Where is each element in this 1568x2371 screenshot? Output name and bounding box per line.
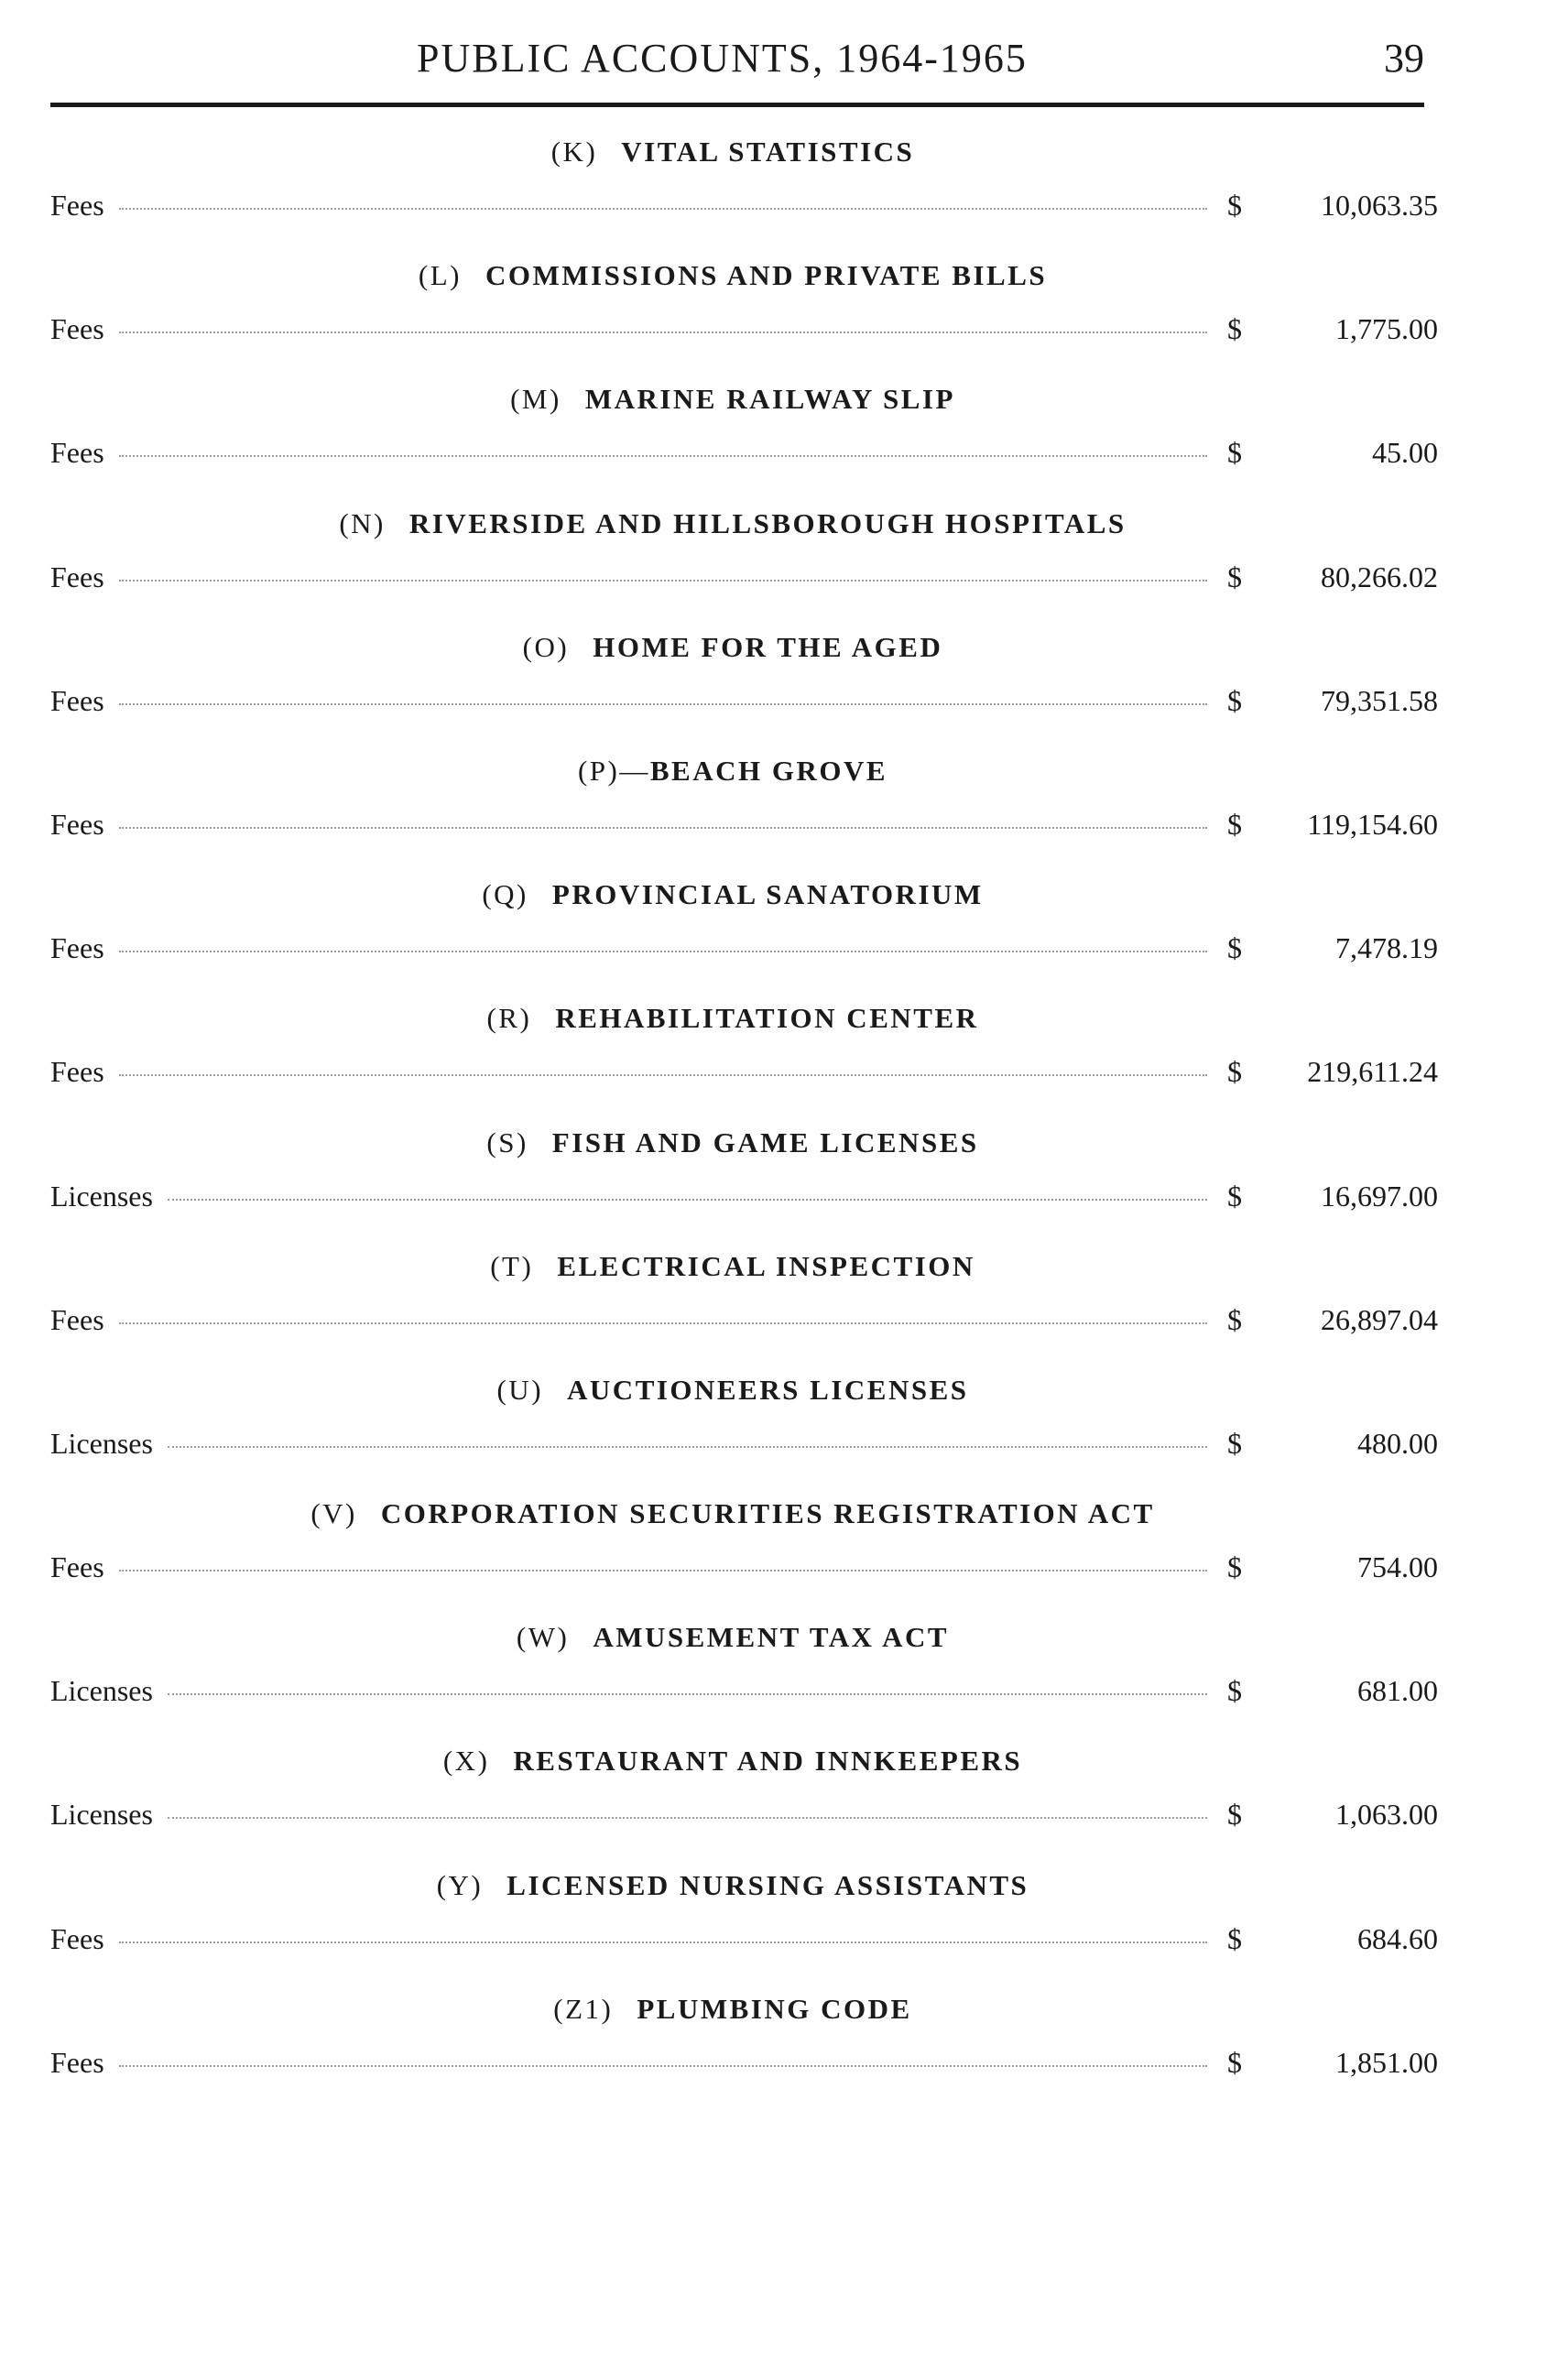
section-code: (R) bbox=[486, 1002, 532, 1035]
entry-label: Licenses bbox=[50, 1674, 153, 1708]
section-title: LICENSED NURSING ASSISTANTS bbox=[506, 1868, 1029, 1901]
section-title: MARINE RAILWAY SLIP bbox=[584, 383, 955, 416]
entry-amount: 26,897.04 bbox=[1321, 1302, 1438, 1336]
section-title: RIVERSIDE AND HILLSBOROUGH HOSPITALS bbox=[408, 506, 1127, 539]
section-beach-grove bbox=[0, 755, 1568, 878]
currency-symbol: $ bbox=[1227, 1798, 1242, 1832]
currency-symbol: $ bbox=[1227, 683, 1242, 717]
section-corporation-securities-registration-act bbox=[0, 1497, 1568, 1621]
section-amusement-tax-act bbox=[0, 1621, 1568, 1745]
header-rule bbox=[50, 103, 1424, 107]
section-heading bbox=[0, 1497, 1465, 1530]
entry-label: Fees bbox=[50, 189, 104, 222]
currency-symbol: $ bbox=[1227, 2045, 1242, 2079]
section-title: ELECTRICAL INSPECTION bbox=[557, 1249, 975, 1282]
entry-amount: 45.00 bbox=[1372, 436, 1438, 470]
page-number: 39 bbox=[1384, 36, 1424, 81]
entry-amount: 79,351.58 bbox=[1321, 683, 1438, 717]
section-heading bbox=[0, 136, 1465, 169]
section-code: (Z1) bbox=[553, 1992, 614, 2025]
section-code: (T) bbox=[490, 1249, 534, 1282]
dot-leader bbox=[119, 455, 1207, 457]
entry-label: Fees bbox=[50, 560, 104, 593]
currency-symbol: $ bbox=[1227, 189, 1242, 222]
dot-leader bbox=[119, 1941, 1207, 1943]
entry-amount: 480.00 bbox=[1357, 1426, 1438, 1460]
section-title: PLUMBING CODE bbox=[637, 1992, 912, 2025]
dot-leader bbox=[168, 1446, 1207, 1448]
entry-row bbox=[50, 560, 1438, 601]
entry-row bbox=[50, 1798, 1438, 1838]
currency-symbol: $ bbox=[1227, 1921, 1242, 1955]
section-title: AMUSEMENT TAX ACT bbox=[593, 1621, 950, 1654]
entry-label: Licenses bbox=[50, 1426, 153, 1460]
section-plumbing-code bbox=[0, 1993, 1568, 2116]
section-code: (Q) bbox=[482, 878, 528, 911]
currency-symbol: $ bbox=[1227, 1550, 1242, 1584]
entry-amount: 80,266.02 bbox=[1321, 560, 1438, 593]
section-title: FISH AND GAME LICENSES bbox=[551, 1126, 979, 1158]
section-code: (O) bbox=[522, 630, 570, 663]
section-title: HOME FOR THE AGED bbox=[593, 630, 943, 663]
dot-leader bbox=[119, 951, 1207, 952]
entry-label: Fees bbox=[50, 1302, 104, 1336]
section-title: CORPORATION SECURITIES REGISTRATION ACT bbox=[380, 1497, 1155, 1530]
entry-row bbox=[50, 1427, 1438, 1467]
section-commissions-private-bills bbox=[0, 259, 1568, 383]
section-code: (U) bbox=[496, 1373, 544, 1406]
section-code: (V) bbox=[310, 1497, 357, 1530]
entry-row bbox=[50, 931, 1438, 972]
dot-leader bbox=[119, 208, 1207, 210]
currency-symbol: $ bbox=[1227, 1674, 1242, 1708]
entry-row bbox=[50, 2046, 1438, 2086]
section-title: BEACH GROVE bbox=[649, 754, 888, 787]
currency-symbol: $ bbox=[1227, 1426, 1242, 1460]
entry-amount: 754.00 bbox=[1357, 1550, 1438, 1584]
section-code: (X) bbox=[442, 1745, 490, 1778]
section-code: (N) bbox=[339, 506, 386, 539]
section-heading bbox=[0, 878, 1465, 911]
accounts-sections bbox=[0, 136, 1568, 2116]
section-title: VITAL STATISTICS bbox=[621, 136, 915, 168]
section-code: (M) bbox=[510, 383, 561, 416]
entry-label: Fees bbox=[50, 312, 104, 346]
page-header bbox=[50, 35, 1424, 99]
section-code: (K) bbox=[550, 136, 598, 168]
section-licensed-nursing-assistants bbox=[0, 1869, 1568, 1993]
entry-row bbox=[50, 1180, 1438, 1220]
entry-amount: 10,063.35 bbox=[1321, 189, 1438, 222]
dot-leader bbox=[119, 1322, 1207, 1324]
section-title: AUCTIONEERS LICENSES bbox=[567, 1373, 969, 1406]
section-heading bbox=[0, 1250, 1465, 1283]
section-provincial-sanatorium bbox=[0, 878, 1568, 1002]
section-restaurant-innkeepers bbox=[0, 1745, 1568, 1868]
entry-amount: 219,611.24 bbox=[1307, 1055, 1438, 1089]
dot-leader bbox=[119, 703, 1207, 705]
section-title: REHABILITATION CENTER bbox=[555, 1002, 979, 1035]
section-heading bbox=[0, 631, 1465, 664]
currency-symbol: $ bbox=[1227, 560, 1242, 593]
page-title: PUBLIC ACCOUNTS, 1964-1965 bbox=[417, 36, 1028, 81]
entry-label: Fees bbox=[50, 931, 104, 965]
currency-symbol: $ bbox=[1227, 1055, 1242, 1089]
entry-row bbox=[50, 436, 1438, 476]
entry-row bbox=[50, 1550, 1438, 1591]
section-code: (S) bbox=[486, 1126, 528, 1158]
section-heading bbox=[0, 507, 1465, 540]
section-vital-statistics bbox=[0, 136, 1568, 259]
dot-leader bbox=[119, 580, 1207, 582]
entry-amount: 7,478.19 bbox=[1335, 931, 1438, 965]
section-heading bbox=[0, 1993, 1465, 2026]
entry-row bbox=[50, 808, 1438, 848]
section-heading bbox=[0, 1745, 1465, 1778]
entry-amount: 1,851.00 bbox=[1335, 2045, 1438, 2079]
currency-symbol: $ bbox=[1227, 1179, 1242, 1213]
currency-symbol: $ bbox=[1227, 312, 1242, 346]
dot-leader bbox=[168, 1199, 1207, 1201]
entry-amount: 1,775.00 bbox=[1335, 312, 1438, 346]
section-heading bbox=[0, 383, 1465, 416]
entry-row bbox=[50, 684, 1438, 724]
section-title: COMMISSIONS AND PRIVATE BILLS bbox=[485, 259, 1048, 292]
entry-amount: 119,154.60 bbox=[1307, 807, 1438, 841]
entry-label: Fees bbox=[50, 1550, 104, 1584]
section-heading bbox=[0, 755, 1465, 788]
entry-amount: 684.60 bbox=[1357, 1921, 1438, 1955]
entry-label: Fees bbox=[50, 1921, 104, 1955]
section-heading bbox=[0, 1621, 1465, 1654]
section-code: (L) bbox=[418, 259, 462, 292]
dot-leader bbox=[119, 2065, 1207, 2067]
currency-symbol: $ bbox=[1227, 1302, 1242, 1336]
entry-row bbox=[50, 312, 1438, 353]
section-title: RESTAURANT AND INNKEEPERS bbox=[513, 1745, 1023, 1778]
currency-symbol: $ bbox=[1227, 436, 1242, 470]
section-heading bbox=[0, 1126, 1465, 1159]
entry-row bbox=[50, 189, 1438, 229]
section-heading bbox=[0, 259, 1465, 292]
entry-row bbox=[50, 1055, 1438, 1095]
entry-row bbox=[50, 1674, 1438, 1714]
entry-label: Fees bbox=[50, 683, 104, 717]
entry-amount: 16,697.00 bbox=[1321, 1179, 1438, 1213]
section-electrical-inspection bbox=[0, 1250, 1568, 1374]
entry-amount: 1,063.00 bbox=[1335, 1798, 1438, 1832]
entry-amount: 681.00 bbox=[1357, 1674, 1438, 1708]
section-home-for-the-aged bbox=[0, 631, 1568, 755]
currency-symbol: $ bbox=[1227, 931, 1242, 965]
entry-label: Licenses bbox=[50, 1798, 153, 1832]
entry-label: Fees bbox=[50, 2045, 104, 2079]
entry-label: Fees bbox=[50, 807, 104, 841]
section-code: (P)— bbox=[577, 754, 650, 787]
entry-row bbox=[50, 1922, 1438, 1963]
dot-leader bbox=[119, 332, 1207, 333]
section-heading bbox=[0, 1869, 1465, 1902]
dot-leader bbox=[119, 827, 1207, 829]
dot-leader bbox=[119, 1570, 1207, 1572]
section-title: PROVINCIAL SANATORIUM bbox=[551, 878, 984, 911]
currency-symbol: $ bbox=[1227, 807, 1242, 841]
entry-label: Licenses bbox=[50, 1179, 153, 1213]
section-code: (Y) bbox=[436, 1868, 484, 1901]
dot-leader bbox=[119, 1074, 1207, 1076]
section-rehabilitation-center bbox=[0, 1002, 1568, 1126]
entry-row bbox=[50, 1303, 1438, 1343]
section-riverside-hillsborough-hospitals bbox=[0, 507, 1568, 631]
dot-leader bbox=[168, 1693, 1207, 1695]
section-marine-railway-slip bbox=[0, 383, 1568, 506]
section-auctioneers-licenses bbox=[0, 1374, 1568, 1497]
section-fish-game-licenses bbox=[0, 1126, 1568, 1250]
entry-label: Fees bbox=[50, 436, 104, 470]
section-code: (W) bbox=[516, 1621, 570, 1654]
entry-label: Fees bbox=[50, 1055, 104, 1089]
section-heading bbox=[0, 1002, 1465, 1035]
section-heading bbox=[0, 1374, 1465, 1407]
dot-leader bbox=[168, 1817, 1207, 1819]
